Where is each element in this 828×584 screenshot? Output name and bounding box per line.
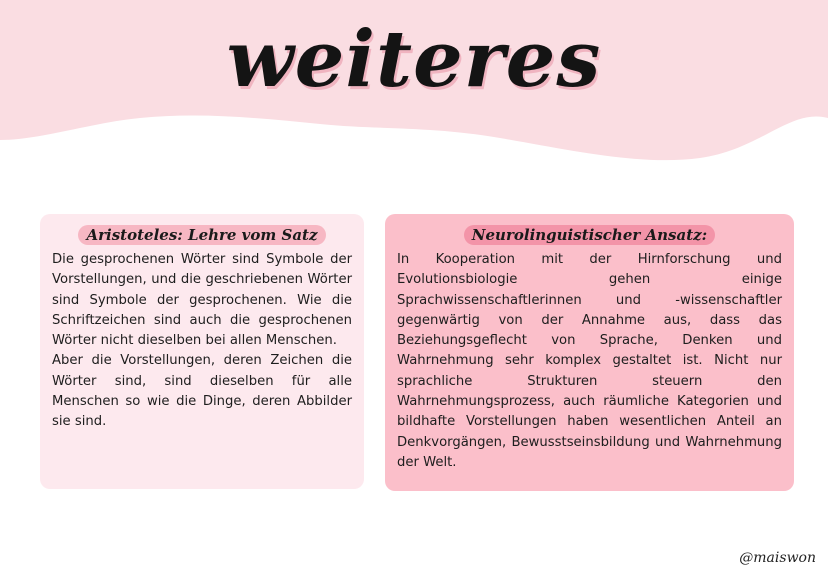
aristoteles-paragraph-1: Die gesprochenen Wörter sind Symbole der Vorstellungen, und die geschriebenen Wörter sind Symbole der gesprochenen. Wie die Schriftzeichen sind auch die gesprochenen Wörter nicht dieselben bei allen Menschen. bbox=[52, 252, 352, 349]
aristoteles-heading bbox=[52, 226, 352, 244]
neurolinguistic-heading bbox=[397, 226, 782, 244]
author-signature: @maiswon bbox=[739, 550, 816, 566]
neurolinguistic-heading-text: Neurolinguistischer Ansatz: bbox=[464, 225, 715, 245]
neurolinguistic-paragraph: In Kooperation mit der Hirnforschung und Evolutionsbiologie gehen einige Sprachwissenschaftlerinnen und -wissenschaftler gegenwärtig von der Annahme aus, dass das Beziehungsgeflecht von Sprache, Denken und Wahrnehmung sehr komplex gestaltet ist. Nicht nur sprachliche Strukturen steuern den Wahrnehmungsprozess, auch räumliche Kategorien und bildhafte Vorstellungen haben wesentlichen Anteil an Denkvorgängen, Bewusstseinsbildung und Wahrnehmung der Welt. bbox=[397, 252, 782, 470]
neurolinguistic-card bbox=[385, 214, 794, 491]
aristoteles-card bbox=[40, 214, 364, 489]
aristoteles-heading-text: Aristoteles: Lehre vom Satz bbox=[78, 225, 325, 245]
page-title: weiteres bbox=[226, 14, 602, 105]
neurolinguistic-body bbox=[397, 250, 782, 473]
aristoteles-body bbox=[52, 250, 352, 433]
aristoteles-paragraph-2: Aber die Vorstellungen, deren Zeichen die Wörter sind, sind dieselben für alle Menschen so wie die Dinge, deren Abbilder sie sind. bbox=[52, 353, 352, 430]
